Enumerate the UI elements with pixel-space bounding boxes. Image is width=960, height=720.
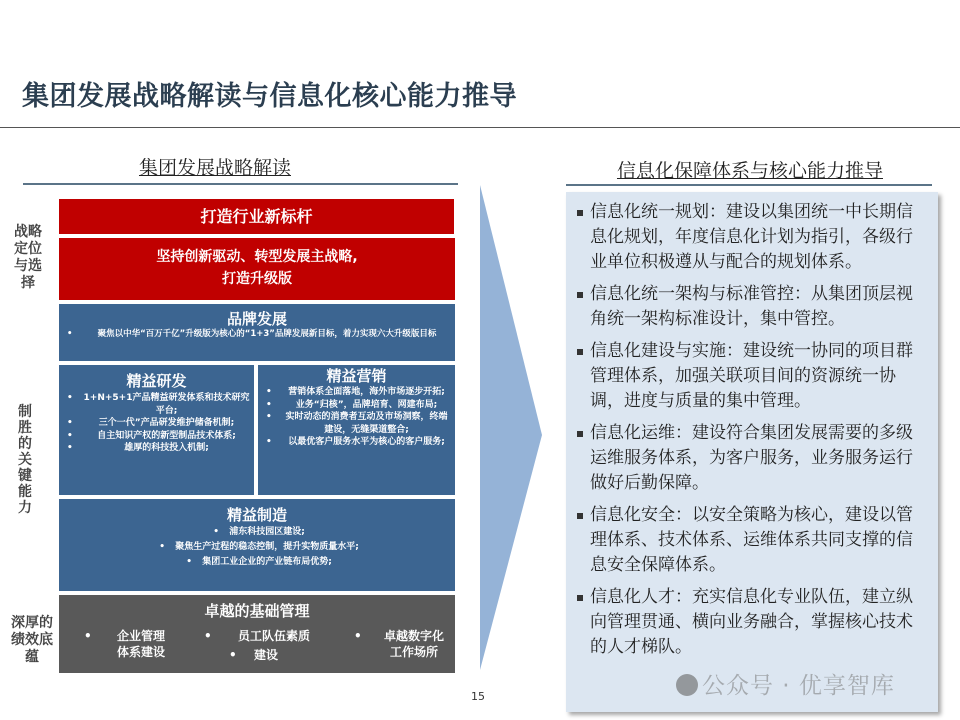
list-item: 信息化统一架构与标准管控：从集团顶层视角统一架构标准设计，集中管控。 — [576, 282, 928, 332]
left-section-rule — [23, 183, 458, 185]
right-section-rule — [566, 184, 932, 186]
manufacturing-bullets: • 浦东科技园区建设; • 聚焦生产过程的稳态控制，提升实物质量水平; • 集团工业企业的产业链布局优势; — [59, 525, 455, 570]
left-section-title: 集团发展战略解读 — [138, 157, 291, 179]
brand-box: 品牌发展 • 聚焦以中华“百万千亿”升级版为核心的“1+3”品牌发展新目标，着力实现六大升级版目标 — [59, 304, 455, 361]
strategy-box: 坚持创新驱动、转型发展主战略, 打造升级版 — [59, 238, 455, 300]
list-item: 信息化安全：以安全策略为核心，建设以管理体系、技术体系、运维体系共同支撑的信息安全保障体系。 — [576, 503, 928, 578]
foundation-box: 卓越的基础管理 • 企业管理 体系建设 • 员工队伍素质 • 建设 • 卓越数字化 工作场所 — [59, 595, 455, 673]
foundation-item: 卓越数字化 工作场所 — [383, 629, 444, 659]
marketing-box: 精益营销 • 营销体系全面落地，海外市场逐步开拓; • 业务“归核”，品牌培育、网建布局; • 实时动态的消费者互动及市场洞察，终端建设，无缝渠道整合; • 以最优客户服务水平为核心的客户服务; — [258, 365, 455, 495]
bullet-square-icon — [577, 349, 583, 355]
bullet-square-icon — [577, 513, 583, 519]
marketing-bullets: • 营销体系全面落地，海外市场逐步开拓; • 业务“归核”，品牌培育、网建布局; • 实时动态的消费者互动及市场洞察，终端建设，无缝渠道整合; • 以最优客户服务水平为核心的客户服务; — [258, 386, 455, 449]
page-number: 15 — [471, 690, 485, 703]
side-label-foundation: 深厚的 绩效底 蕴 — [11, 615, 53, 665]
bullet-square-icon — [577, 210, 583, 216]
wechat-icon — [676, 674, 698, 696]
bullet-square-icon — [577, 431, 583, 437]
side-label-capability: 制 胜 的 关 键 能 力 — [18, 404, 32, 516]
foundation-item: 员工队伍素质 — [237, 629, 310, 643]
foundation-item: 企业管理 体系建设 — [116, 629, 165, 659]
rnd-box: 精益研发 • 1+N+5+1产品精益研发体系和技术研究平台; • 三个一代”产品研发维护储备机制; • 自主知识产权的新型制品技术体系; • 雄厚的科技投入机制; — [59, 365, 254, 495]
rnd-bullets: • 1+N+5+1产品精益研发体系和技术研究平台; • 三个一代”产品研发维护储备机制; • 自主知识产权的新型制品技术体系; • 雄厚的科技投入机制; — [59, 392, 254, 455]
info-capability-panel — [566, 192, 938, 712]
manufacturing-box: 精益制造 • 浦东科技园区建设; • 聚焦生产过程的稳态控制，提升实物质量水平; • 集团工业企业的产业链布局优势; — [59, 499, 455, 591]
list-item: 信息化运维：建设符合集团发展需要的多级运维服务体系，为客户服务，业务服务运行做好后勤保障。 — [576, 421, 928, 496]
list-item: 信息化人才：充实信息化专业队伍，建立纵向管理贯通、横向业务融合，掌握核心技术的人才梯队。 — [576, 585, 928, 660]
list-item: 信息化统一规划：建设以集团统一中长期信息化规划，年度信息化计划为指引，各级行业单位积极遵从与配合的规划体系。 — [576, 200, 928, 275]
side-label-strategy: 战略 定位 与选 择 — [14, 224, 42, 291]
watermark: 公众号 · 优享智库 — [676, 667, 895, 700]
banner-box: 打造行业新标杆 — [59, 199, 454, 234]
chevron-right-arrow-icon — [480, 185, 545, 705]
bullet-square-icon — [577, 595, 583, 601]
title-divider — [0, 127, 960, 128]
bullet-square-icon — [577, 292, 583, 298]
page-title: 集团发展战略解读与信息化核心能力推导 — [22, 81, 517, 112]
list-item: 信息化建设与实施：建设统一协同的项目群管理体系，加强关联项目间的资源统一协调，进度与质量的集中管理。 — [576, 339, 928, 414]
right-section-title: 信息化保障体系与核心能力推导 — [616, 160, 883, 182]
foundation-items: • 企业管理 体系建设 • 员工队伍素质 • 建设 • 卓越数字化 工作场所 — [59, 622, 455, 670]
brand-bullets: • 聚焦以中华“百万千亿”升级版为核心的“1+3”品牌发展新目标，着力实现六大升级版目标 — [59, 329, 455, 341]
